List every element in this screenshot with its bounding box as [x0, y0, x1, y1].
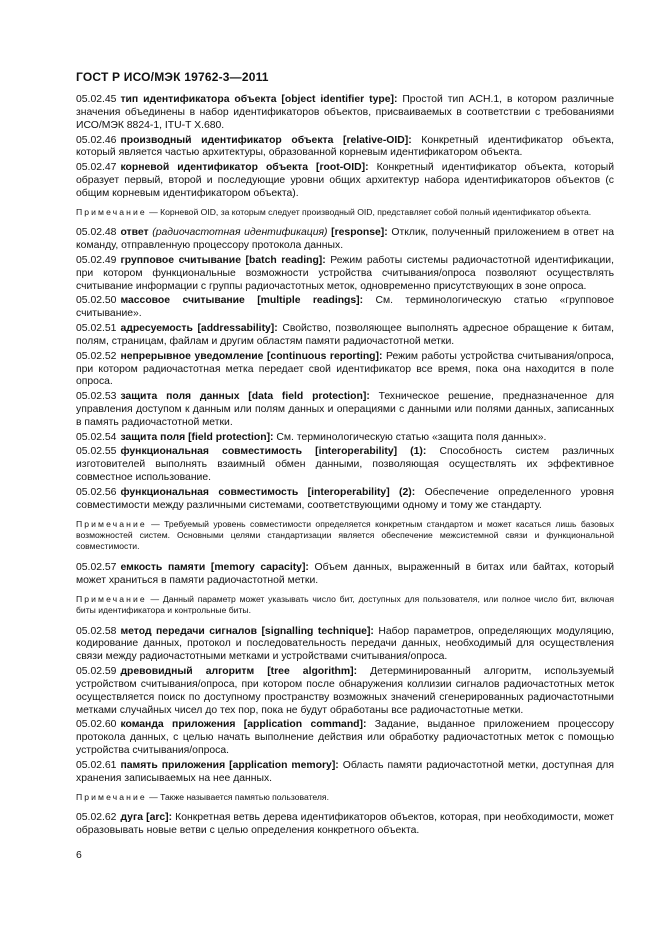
term-name: функциональная совместимость [interoperability] (1): — [120, 446, 427, 458]
term-definition: Конкретная ветвь дерева идентификаторов объектов, которая, при необходимости, может образовывать новые ветви с целью определения конкретного объекта. — [76, 812, 614, 837]
term-name: ответ — [120, 227, 149, 239]
note — [76, 792, 614, 803]
term-definition: Набор параметров, определяющих модуляцию, кодирование данных, протокол и последовательность передачи данных, необходимый для осуществления связи между радиочастотными метками и устройствами считывания/опроса. — [76, 625, 615, 663]
term-entry — [76, 391, 614, 430]
term-entry — [76, 666, 614, 718]
term-name: метод передачи сигналов [signalling technique]: — [120, 625, 374, 637]
term-name: функциональная совместимость [interoperability] (2): — [120, 486, 416, 498]
term-name: древовидный алгоритм [tree algorithm]: — [120, 666, 358, 678]
term-entry — [76, 94, 614, 133]
term-name: тип идентификатора объекта [object identifier type]: — [120, 94, 398, 105]
term-name: адресуемость [addressability]: — [120, 322, 278, 334]
term-name: защита поля данных [data field protection]: — [120, 391, 370, 403]
term-entry — [76, 812, 614, 838]
term-qualifier: (радиочастотная идентификация) — [152, 227, 328, 239]
term-name: команда приложения [application command]: — [120, 719, 367, 731]
term-definition: Задание, выданное приложением процессору протокола данных, с целью начать выполнение действия или обработку радиочастотных меток с помощью устройства считывания/опроса. — [76, 719, 614, 757]
term-definition: См. терминологическую статью «защита поля данных». — [276, 431, 547, 443]
term-number: 05.02.52 — [76, 350, 117, 362]
term-name: корневой идентификатор объекта [root-OID]: — [120, 162, 369, 174]
term-name: емкость памяти [memory capacity]: — [120, 561, 309, 573]
term-number: 05.02.53 — [76, 391, 117, 403]
term-name: массовое считывание [multiple readings]: — [120, 295, 364, 307]
note-label: Примечание — [76, 206, 147, 217]
note-label: Примечание — [76, 791, 147, 802]
term-definition: Конкретный идентификатор объекта, который является частью архитектуры, образованной корневым идентификатором объекта. — [76, 134, 615, 159]
term-entry — [76, 295, 614, 321]
term-definition: Режим работы системы радиочастотной идентификации, при котором функциональные возможности устройства считывания/опроса позволяют осуществлять считывание информации с группы радиочастотных меток, одновременно присутствующих в зоне опроса. — [76, 254, 614, 292]
term-number: 05.02.45 — [76, 94, 117, 105]
page-number: 6 — [76, 850, 82, 861]
term-entry — [76, 255, 614, 294]
term-definition: Отклик, полученный приложением в ответ на команду, отправленную процессору протокола данных. — [76, 227, 614, 252]
note — [76, 519, 614, 553]
term-number: 05.02.54 — [76, 431, 117, 443]
term-number: 05.02.50 — [76, 295, 117, 307]
term-definition: Свойство, позволяющее выполнять адресное обращение к битам, полям, страницам, файлам и другим областям памяти радиочастотной метки. — [76, 322, 614, 347]
term-number: 05.02.46 — [76, 134, 117, 146]
note-text: — Данный параметр может указывать число бит, доступных для пользователя, или полное число бит, включая биты идентификатора и контрольные биты. — [76, 593, 615, 616]
note-label: Примечание — [76, 593, 147, 604]
term-name: память приложения [application memory]: — [120, 759, 339, 771]
term-entry — [76, 446, 614, 485]
note — [76, 207, 614, 218]
term-number: 05.02.62 — [76, 812, 117, 824]
term-number: 05.02.47 — [76, 162, 117, 174]
note-text: — Корневой OID, за которым следует производный OID, представляет собой полный идентификатор объекта. — [149, 206, 592, 217]
term-definition: Обеспечение определенного уровня совместимости между различными системами, соответствующими одному и тому же стандарту. — [76, 486, 615, 511]
term-number: 05.02.59 — [76, 666, 117, 678]
term-number: 05.02.55 — [76, 446, 117, 458]
term-name: непрерывное уведомление [continuous reporting]: — [120, 350, 383, 362]
term-entry — [76, 562, 614, 588]
document-header: ГОСТ Р ИСО/МЭК 19762-3—2011 — [76, 70, 269, 84]
term-entry — [76, 323, 614, 349]
term-name: производный идентификатор объекта [relative-OID]: — [120, 134, 412, 146]
term-definition: Область памяти радиочастотной метки, доступная для хранения записываемых на нее данных. — [76, 759, 614, 784]
term-entry — [76, 135, 614, 161]
term-definition: Простой тип АСН.1, в котором различные значения объединены в набор идентификаторов объектов, присваиваемых в соответствии с требованиями ИСО/МЭК 8824-1, ITU-T X.680. — [76, 94, 614, 131]
term-name: защита поля [field protection]: — [120, 431, 274, 443]
term-entry — [76, 162, 614, 201]
term-entry — [76, 432, 614, 445]
term-entry — [76, 351, 614, 390]
document-body — [76, 94, 614, 840]
term-definition: См. терминологическую статью «групповое считывание». — [76, 295, 614, 320]
note-label: Примечание — [76, 518, 147, 529]
term-number: 05.02.60 — [76, 719, 117, 731]
term-definition: Объем данных, выраженный в битах или байтах, который может храниться в памяти радиочастотной метки. — [76, 561, 614, 586]
term-entry — [76, 760, 614, 786]
term-name: дуга [arc]: — [120, 812, 173, 824]
term-definition: Техническое решение, предназначенное для управления доступом к данным или полям данных и операциями с данными или полями данных, записанных в память радиочастотной метки. — [76, 391, 614, 428]
term-entry — [76, 227, 614, 253]
term-number: 05.02.49 — [76, 254, 117, 266]
term-definition: Способность систем различных изготовителей выполнять взаимный обмен данными, позволяющая осуществлять их эффективное совместное использование. — [76, 446, 615, 484]
term-definition: Детерминированный алгоритм, используемый устройством считывания/опроса, при котором после обнаружения коллизии сигналов радиочастотных меток осуществляется поиск по доступному пространству возможных значений сгенерированных радиочастотными метками случайных чисел до тех пор, пока не будут обработаны все радиочастотные метки. — [76, 666, 614, 716]
term-entry — [76, 626, 614, 665]
term-number: 05.02.48 — [76, 227, 117, 239]
note-text: — Требуемый уровень совместимости определяется конкретным стандартом и может касаться лишь базовых возможностей систем. Основными целями стандартизации является обеспечение межсистемной связи и функциональной совместимости. — [76, 518, 614, 552]
note — [76, 594, 614, 617]
term-name-english: [response]: — [331, 227, 388, 239]
term-number: 05.02.56 — [76, 486, 117, 498]
term-definition: Режим работы устройства считывания/опроса, при котором радиочастотная метка передает свой идентификатор все время, пока она находится в поле опроса. — [76, 350, 614, 388]
term-number: 05.02.57 — [76, 561, 117, 573]
term-entry — [76, 487, 614, 513]
note-text: — Также называется памятью пользователя. — [149, 791, 329, 802]
term-name: групповое считывание [batch reading]: — [120, 254, 326, 266]
term-number: 05.02.61 — [76, 759, 117, 771]
term-number: 05.02.58 — [76, 625, 117, 637]
term-definition: Конкретный идентификатор объекта, который образует первый, второй и последующие уровни общих архитектур набора идентификаторов объектов (с общим корневым идентификатором объекта). — [76, 162, 614, 199]
term-entry — [76, 719, 614, 758]
term-number: 05.02.51 — [76, 322, 117, 334]
